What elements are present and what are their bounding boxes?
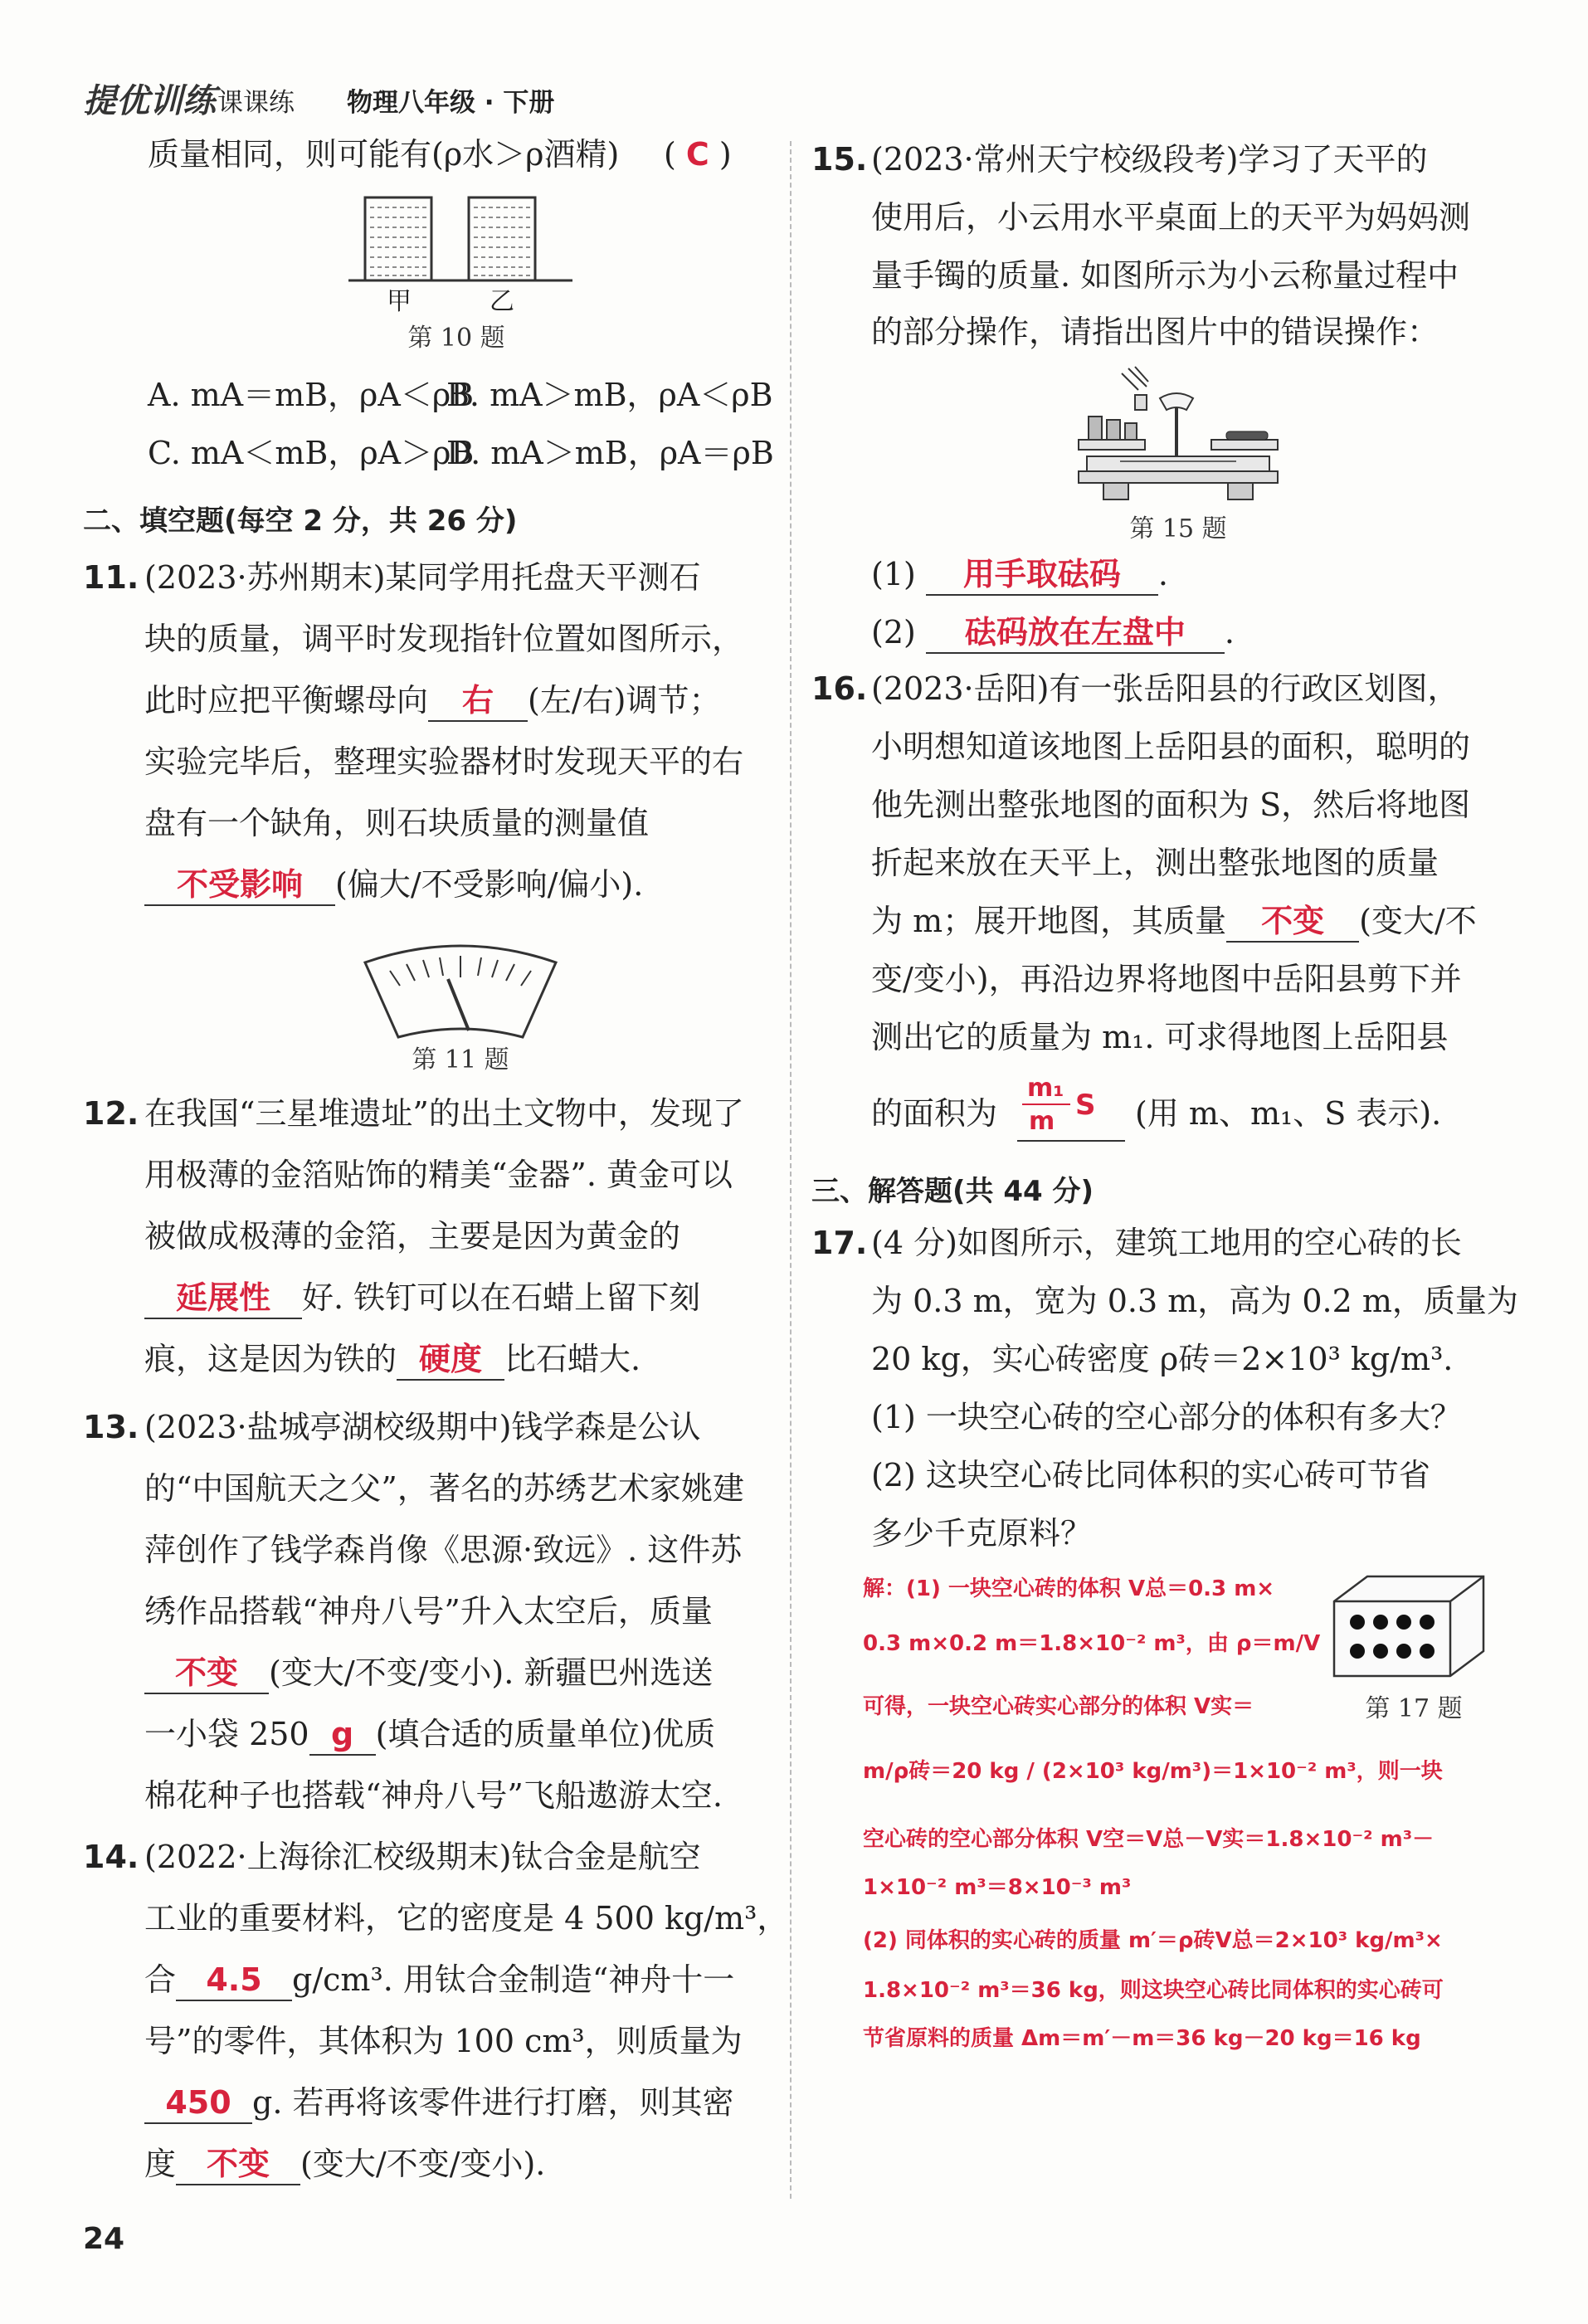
q14-answer-1: 4.5 [206,1961,262,1998]
q11-line5: 盘有一个缺角，则石块质量的测量值 [144,805,650,841]
q13-line3: 萍创作了钱学森肖像《思源·致远》. 这件苏 [144,1532,743,1568]
column-divider [790,141,792,2199]
q14-line2: 工业的重要材料，它的密度是 4 500 kg/m³， [144,1900,789,1937]
q12-line5-a: 痕，这是因为铁的 [144,1341,397,1377]
q13-line6 [144,1714,715,1756]
q15-part1-label: (1) [871,556,916,592]
q11-line6-b: (偏大/不受影响/偏小). [335,866,644,903]
q17-brick-figure [1326,1568,1492,1684]
q14-line5 [144,2083,734,2124]
q11-line6 [144,865,643,906]
q17-line6: 多少千克原料？ [871,1515,1093,1552]
q10-option-d: D. mA＞mB，ρA＝ρB [446,435,774,471]
q17-solution-line1: 解：(1) 一块空心砖的体积 V总＝0.3 m× [863,1576,1275,1601]
q11-line3-a: 此时应把平衡螺母向 [144,682,429,719]
q10-answer-slot: ( C ) [664,136,732,173]
q17-number: 17. [811,1225,868,1261]
q12-line4-b: 好. 铁钉可以在石蜡上留下刻 [302,1279,701,1316]
q16-line5-a: 为 m；展开地图，其质量 [871,903,1227,939]
q12-answer-1: 延展性 [175,1279,270,1316]
q13-line4: 绣作品搭载“神舟八号”升入太空后，质量 [144,1593,713,1630]
section-3-heading: 三、解答题(共 44 分) [811,1175,1094,1208]
q16-line6: 变/变小)，再沿边界将地图中岳阳县剪下并 [871,961,1462,997]
q17-solution-line8: 1.8×10⁻² m³＝36 kg，则这块空心砖比同体积的实心砖可 [863,1978,1444,2003]
q16-line3: 他先测出整张地图的面积为 S，然后将地图 [871,787,1471,823]
q10-stem-tail: 质量相同，则可能有(ρ水＞ρ酒精) [148,136,620,173]
q17-line5: (2) 这块空心砖比同体积的实心砖可节省 [871,1457,1430,1493]
q15-line4: 的部分操作，请指出图片中的错误操作： [871,314,1439,350]
q15-balance-figure [1070,365,1286,506]
q15-part1: (1) 用手取砝码 . [871,554,1168,596]
q13-line1: (2023·盐城亭湖校级期中)钱学森是公认 [144,1409,701,1445]
q16-frac-den: m [1029,1107,1055,1136]
q14-number: 14. [83,1839,139,1875]
q11-line3-b: (左/右)调节； [528,682,721,719]
q12-line4 [144,1278,700,1319]
q14-line1: (2022·上海徐汇校级期末)钛合金是航空 [144,1839,701,1875]
q16-line4: 折起来放在天平上，测出整张地图的质量 [871,845,1439,881]
q17-line3: 20 kg，实心砖密度 ρ砖＝2×10³ kg/m³. [871,1341,1454,1377]
q14-line6 [144,2144,545,2185]
q15-caption: 第 15 题 [1129,514,1227,543]
q13-line5 [144,1653,713,1694]
q10-answer: C [685,136,709,173]
q14-line6-a: 度 [144,2146,177,2182]
q11-answer-2: 不受影响 [176,866,303,903]
q14-answer-3: 不变 [207,2146,270,2182]
q14-line3 [144,1960,734,2001]
q13-answer-1: 不变 [174,1654,238,1691]
q13-line7: 棉花种子也搭载“神舟八号”飞船遨游太空. [144,1777,723,1814]
q13-line2: 的“中国航天之父”，著名的苏绣艺术家姚建 [144,1470,744,1507]
q16-frac-num: m₁ [1027,1074,1064,1103]
q15-answer-2: 砝码放在左盘中 [964,614,1186,650]
q16-line8-a: 的面积为 [871,1095,998,1132]
q15-part2-label: (2) [871,614,916,650]
q11-line1: (2023·苏州期末)某同学用托盘天平测石 [144,559,701,596]
q14-line4: 号”的零件，其体积为 100 cm³，则质量为 [144,2023,743,2059]
q16-line5-b: (变大/不 [1359,903,1477,939]
q10-figure [348,189,581,314]
q15-line1: (2023·常州天宁校级段考)学习了天平的 [871,141,1428,178]
header-title: 物理八年级 · 下册 [347,88,555,118]
q12-line2: 用极薄的金箔贴饰的精美“金器”. 黄金可以 [144,1157,733,1193]
q14-line6-b: (变大/不变/变小). [300,2146,546,2182]
q15-line3: 量手镯的质量. 如图所示为小云称量过程中 [871,257,1459,294]
q13-answer-2: g [331,1716,354,1752]
q10-option-b: B. mA＞mB，ρA＜ρB [446,377,773,413]
q13-line5-b: (变大/不变/变小). 新疆巴州选送 [269,1654,714,1691]
q12-answer-2: 硬度 [419,1341,483,1377]
q17-solution-line7: (2) 同体积的实心砖的质量 m′＝ρ砖V总＝2×10³ kg/m³× [863,1928,1443,1953]
q16-frac-bar [1022,1104,1070,1105]
q16-number: 16. [811,670,868,707]
page-number: 24 [83,2222,125,2256]
q16-line2: 小明想知道该地图上岳阳县的面积，聪明的 [871,728,1471,765]
q12-line5-b: 比石蜡大. [504,1341,641,1377]
q10-caption: 第 10 题 [407,324,505,353]
q14-line3-b: g/cm³. 用钛合金制造“神舟十一 [292,1961,735,1998]
header-brand: 提优训练 [83,82,216,120]
q10-label-b: 乙 [490,287,514,316]
q17-line1: (4 分)如图所示，建筑工地用的空心砖的长 [871,1225,1462,1261]
q15-part2: (2) 砝码放在左盘中 . [871,612,1235,654]
q12-line5 [144,1339,641,1381]
q15-number: 15. [811,141,868,178]
q17-caption: 第 17 题 [1365,1694,1463,1723]
q16-line1: (2023·岳阳)有一张岳阳县的行政区划图， [871,670,1459,707]
q17-solution-line4: m/ρ砖＝20 kg / (2×10³ kg/m³)＝1×10⁻² m³，则一块 [863,1759,1443,1784]
q16-line8-b: (用 m、m₁、S 表示). [1135,1095,1442,1132]
q17-solution-line9: 节省原料的质量 Δm＝m′－m＝36 kg－20 kg＝16 kg [863,2026,1421,2051]
q13-line6-b: (填合适的质量单位)优质 [375,1716,716,1752]
q13-line6-a: 一小袋 250 [144,1716,309,1752]
q16-answer-2 [1017,1074,1125,1142]
q12-number: 12. [83,1095,139,1132]
q17-solution-line5: 空心砖的空心部分体积 V空＝V总－V实＝1.8×10⁻² m³－ [863,1827,1435,1852]
q10-option-a: A. mA＝mB，ρA＜ρB [148,377,475,413]
q11-line3 [144,680,720,722]
q14-line3-a: 合 [144,1961,177,1998]
q15-line2: 使用后，小云用水平桌面上的天平为妈妈测 [871,199,1471,236]
section-2-heading: 二、填空题(每空 2 分，共 26 分) [83,504,518,538]
q11-caption: 第 11 题 [412,1045,509,1074]
header-subtitle: 课课练 [217,88,295,118]
q10-option-c: C. mA＜mB，ρA＞ρB [148,435,475,471]
q11-number: 11. [83,559,139,596]
q11-line4: 实验完毕后，整理实验器材时发现天平的右 [144,743,744,780]
q12-line1: 在我国“三星堆遗址”的出土文物中，发现了 [144,1095,744,1132]
q11-line2: 块的质量，调平时发现指针位置如图所示， [144,621,744,657]
q17-solution-line6: 1×10⁻² m³＝8×10⁻³ m³ [863,1875,1132,1900]
q17-solution-line3: 可得，一块空心砖实心部分的体积 V实＝ [863,1694,1254,1719]
q16-answer-1: 不变 [1261,903,1325,939]
q16-line5 [871,901,1477,943]
q16-frac-s: S [1075,1089,1096,1122]
q15-answer-1: 用手取砝码 [962,556,1121,592]
q13-number: 13. [83,1409,139,1445]
q14-line5-b: g. 若再将该零件进行打磨，则其密 [252,2084,734,2121]
q10-label-a: 甲 [387,287,412,316]
q17-line4: (1) 一块空心砖的空心部分的体积有多大？ [871,1399,1462,1435]
q11-answer-1: 右 [462,682,494,719]
q14-answer-2: 450 [165,2084,231,2121]
q16-line7: 测出它的质量为 m₁. 可求得地图上岳阳县 [871,1019,1449,1055]
q17-line2: 为 0.3 m，宽为 0.3 m，高为 0.2 m，质量为 [871,1283,1518,1319]
q17-solution-line2: 0.3 m×0.2 m＝1.8×10⁻² m³，由 ρ＝m/V [863,1631,1321,1656]
q11-balance-dial [357,938,564,1054]
q12-line3: 被做成极薄的金箔，主要是因为黄金的 [144,1218,681,1255]
